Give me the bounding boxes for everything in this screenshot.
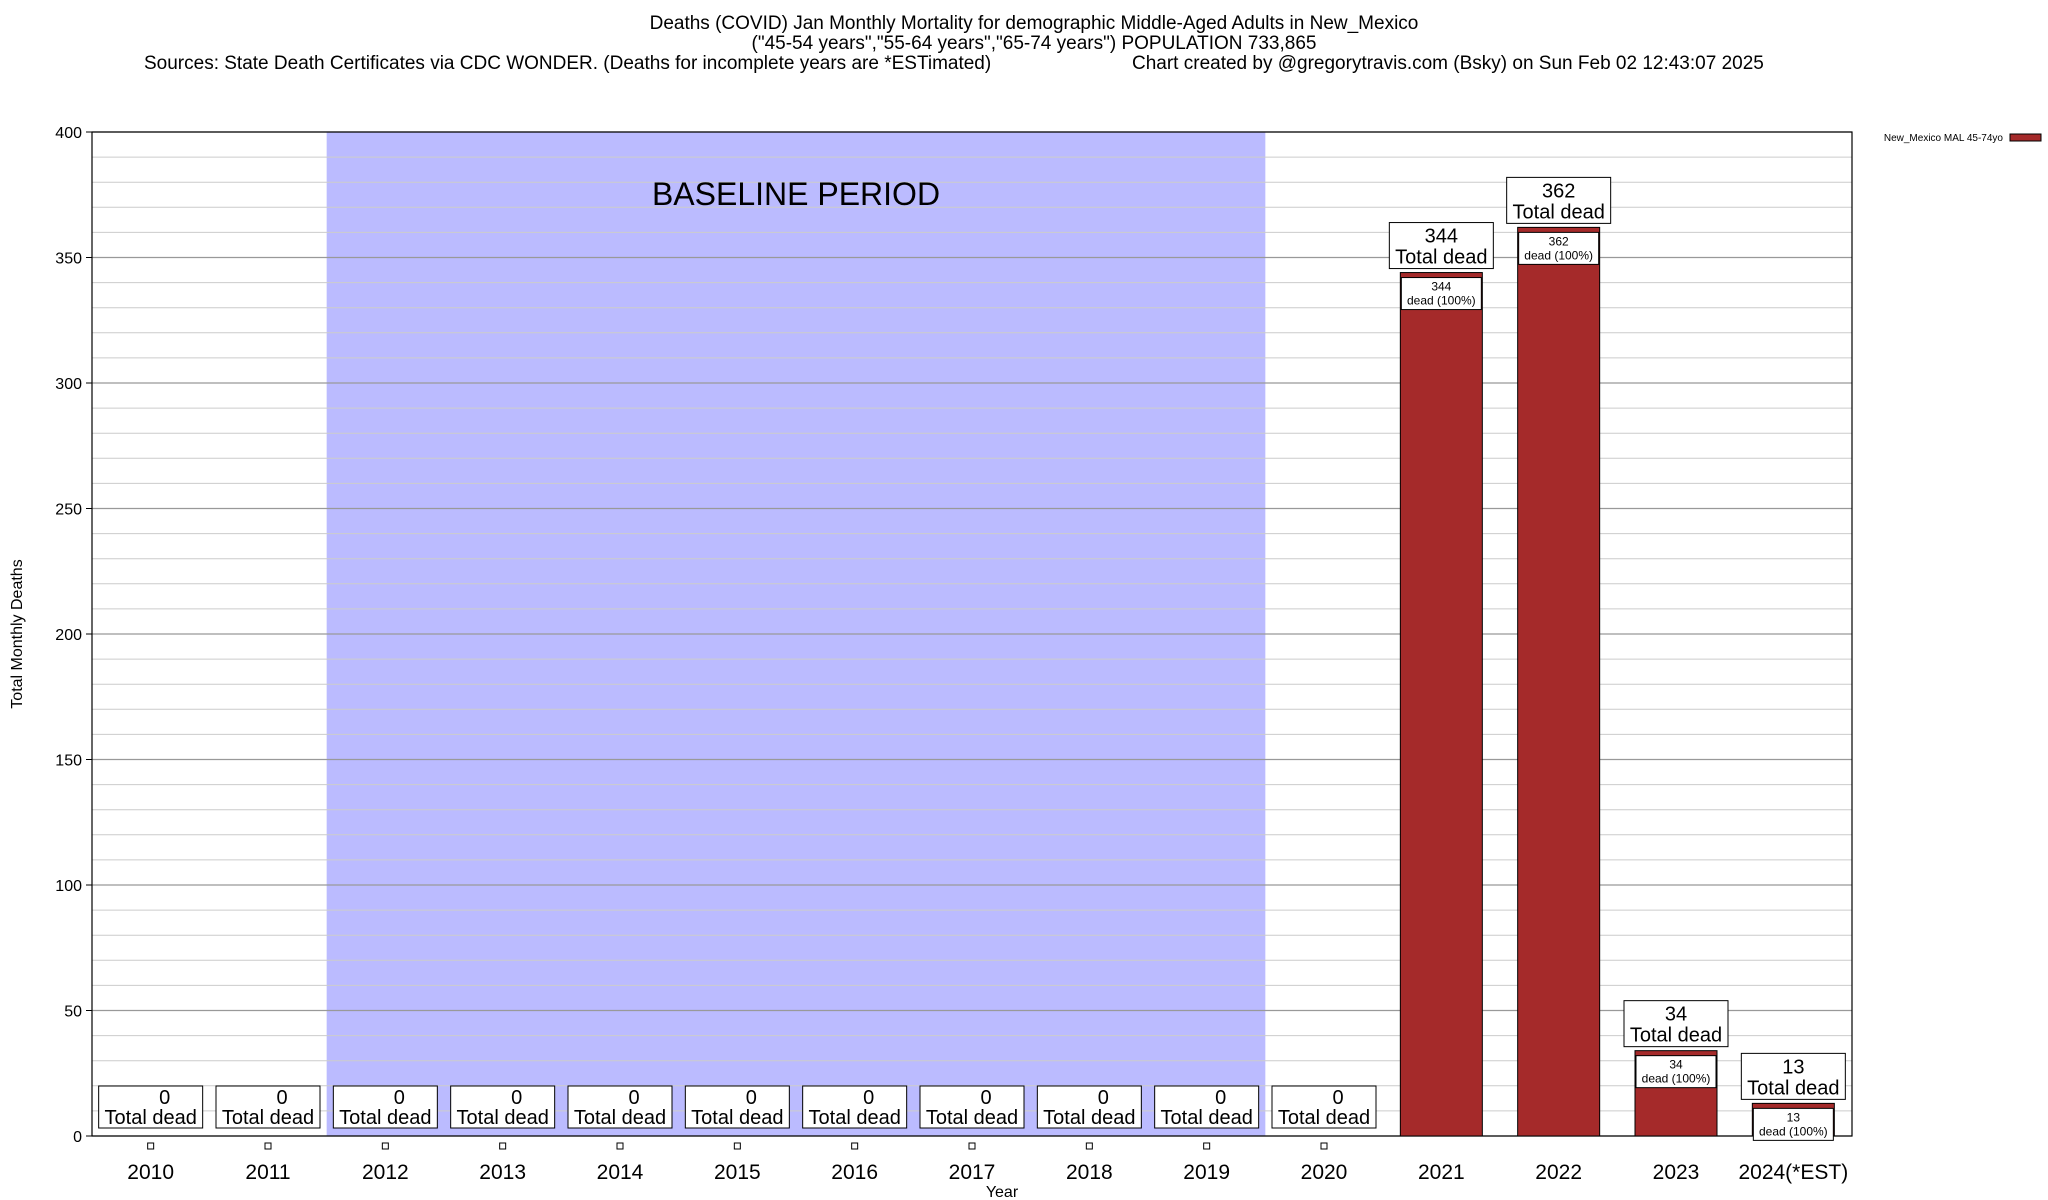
zero-marker (382, 1143, 388, 1149)
total-label-value: 0 (628, 1087, 640, 1109)
bar (1518, 227, 1600, 1136)
zero-marker (265, 1143, 271, 1149)
total-label-value: 0 (980, 1087, 992, 1109)
x-tick-label: 2016 (831, 1161, 879, 1184)
zero-marker (852, 1143, 858, 1149)
total-label-text: Total dead (1747, 1077, 1840, 1100)
total-label-text: Total dead (339, 1107, 432, 1129)
total-label-value: 13 (1782, 1056, 1805, 1079)
y-tick-label: 50 (64, 1003, 82, 1021)
x-tick-label: 2023 (1652, 1161, 1700, 1184)
y-tick-label: 0 (73, 1129, 82, 1146)
inner-label-value: 13 (1786, 1110, 1801, 1125)
y-tick-label: 250 (55, 501, 82, 519)
x-tick-label: 2017 (948, 1161, 996, 1184)
total-label-text: Total dead (104, 1107, 197, 1129)
total-label-text: Total dead (925, 1107, 1019, 1129)
x-tick-label: 2011 (245, 1161, 291, 1184)
x-tick-label: 2022 (1535, 1161, 1583, 1184)
chart-title: Deaths (COVID) Jan Monthly Mortality for demographic Middle-Aged Adults in New_Mexico (649, 13, 1419, 34)
zero-marker (734, 1143, 740, 1149)
total-label-text: Total dead (573, 1107, 667, 1129)
legend-swatch (2010, 134, 2041, 141)
bar (1400, 273, 1482, 1136)
zero-marker (1086, 1143, 1092, 1149)
y-axis-label: Total Monthly Deaths (9, 559, 26, 709)
total-label-text: Total dead (1277, 1107, 1371, 1129)
y-tick-label: 350 (55, 250, 82, 268)
total-label-value: 34 (1664, 1003, 1688, 1026)
total-label-text: Total dead (1512, 201, 1605, 224)
total-label-value: 0 (1332, 1087, 1344, 1109)
total-label-text: Total dead (691, 1107, 784, 1129)
y-tick-label: 400 (55, 125, 82, 142)
total-label-value: 344 (1424, 225, 1459, 248)
x-tick-label: 2010 (127, 1161, 175, 1184)
x-tick-label: 2021 (1417, 1161, 1465, 1184)
inner-label-text: dead (100%) (1758, 1124, 1828, 1139)
credit-text: Chart created by @gregorytravis.com (Bsky) on Sun Feb 02 12:43:07 2025 (1132, 53, 1764, 74)
total-label-value: 0 (393, 1087, 405, 1109)
inner-label-text: dead (100%) (1524, 248, 1594, 263)
x-tick-label: 2015 (713, 1161, 761, 1184)
legend-label: New_Mexico MAL 45-74yo (1883, 133, 2003, 144)
inner-label-text: dead (100%) (1641, 1071, 1711, 1086)
total-label-text: Total dead (1160, 1107, 1253, 1129)
total-label-value: 0 (745, 1087, 757, 1109)
x-tick-label: 2019 (1183, 1161, 1231, 1184)
x-tick-label: 2020 (1300, 1161, 1348, 1184)
total-label-value: 0 (159, 1087, 171, 1109)
sources-text: Sources: State Death Certificates via CDC WONDER. (Deaths for incomplete years are *ESTimated) (144, 53, 992, 74)
zero-marker (969, 1143, 975, 1149)
x-axis-label: Year (985, 1184, 1019, 1200)
total-label-value: 362 (1541, 180, 1576, 203)
total-label-value: 0 (1097, 1087, 1109, 1109)
zero-marker (1321, 1143, 1327, 1149)
zero-marker (500, 1143, 506, 1149)
total-label-text: Total dead (1043, 1107, 1136, 1129)
zero-marker (617, 1143, 623, 1149)
total-label-value: 0 (511, 1087, 523, 1109)
total-label-value: 0 (1215, 1087, 1227, 1109)
x-tick-label: 2014 (596, 1161, 644, 1184)
baseline-label: BASELINE PERIOD (651, 176, 941, 212)
inner-label-value: 344 (1431, 279, 1452, 294)
zero-marker (148, 1143, 154, 1149)
x-tick-label: 2012 (361, 1161, 409, 1184)
y-tick-label: 300 (55, 376, 82, 393)
y-tick-label: 150 (55, 752, 82, 770)
total-label-text: Total dead (221, 1107, 315, 1129)
zero-marker (1204, 1143, 1210, 1149)
x-tick-label: 2018 (1065, 1161, 1113, 1184)
x-tick-label: 2024(*EST) (1738, 1161, 1849, 1184)
total-label-text: Total dead (808, 1107, 901, 1129)
total-label-text: Total dead (456, 1107, 549, 1129)
chart-subtitle: ("45-54 years","55-64 years","65-74 years") POPULATION 733,865 (751, 33, 1317, 54)
inner-label-value: 34 (1669, 1057, 1683, 1072)
inner-label-value: 362 (1548, 234, 1569, 249)
y-tick-label: 200 (55, 627, 82, 644)
inner-label-text: dead (100%) (1406, 293, 1476, 308)
total-label-value: 0 (863, 1087, 875, 1109)
y-tick-label: 100 (55, 878, 82, 895)
total-label-text: Total dead (1395, 246, 1488, 269)
total-label-text: Total dead (1629, 1024, 1723, 1047)
total-label-value: 0 (276, 1087, 288, 1109)
x-tick-label: 2013 (479, 1161, 527, 1184)
